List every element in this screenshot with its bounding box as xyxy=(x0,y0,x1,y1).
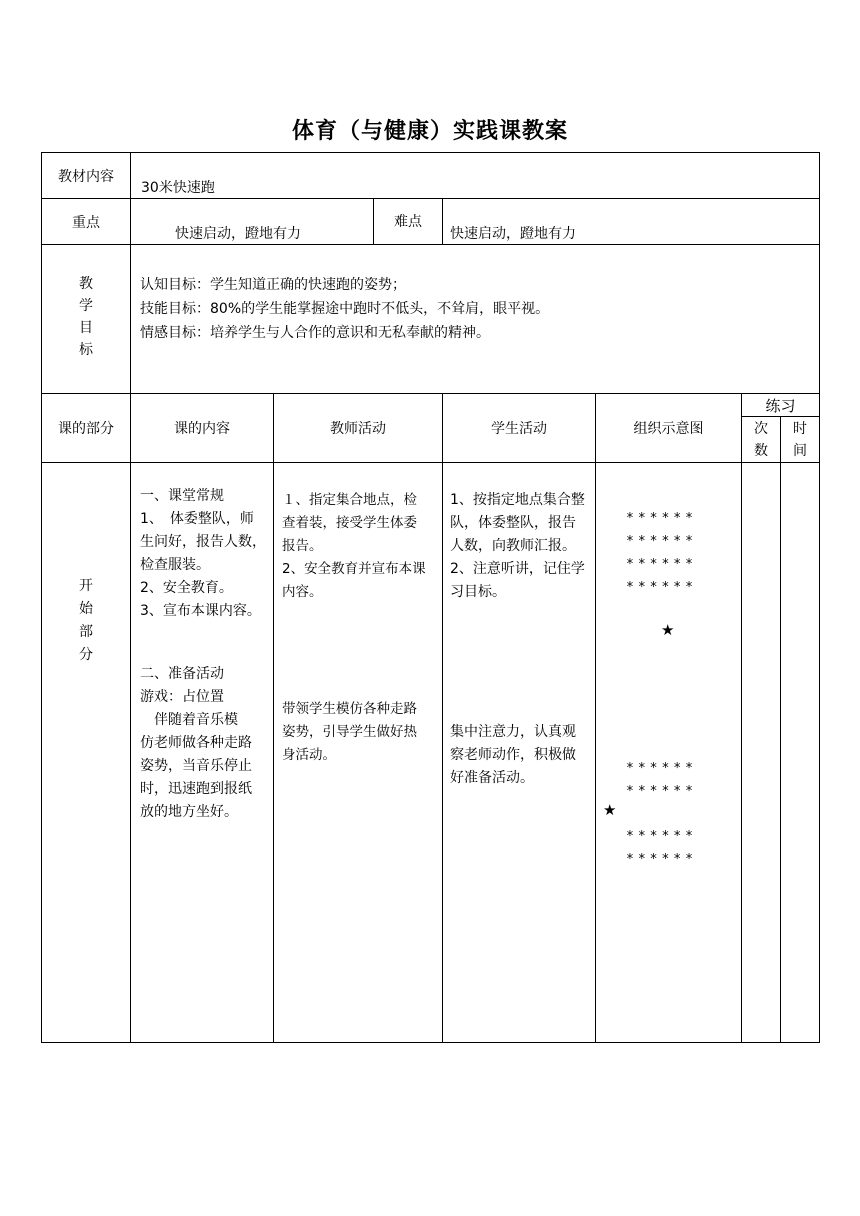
teacher-line: 报告。 xyxy=(282,538,323,554)
formation-row: ****** xyxy=(626,829,697,844)
formation-row: ****** xyxy=(626,511,697,526)
difficulty-value: 快速启动，蹬地有力 xyxy=(450,226,576,242)
header-times-cell xyxy=(742,417,781,463)
content-line: 二、准备活动 xyxy=(140,666,224,682)
formation-row: ****** xyxy=(626,534,697,549)
objective-skill: 技能目标：80%的学生能掌握途中跑时不低头，不耸肩，眼平视。 xyxy=(140,301,550,317)
section-name-cell xyxy=(42,463,131,1043)
header-practice: 练习 xyxy=(742,394,820,417)
difficulty-label: 难点 xyxy=(394,214,422,230)
student-activity-cell xyxy=(443,463,596,1043)
student-line: 集中注意力，认真观 xyxy=(450,724,576,740)
objectives-label: 教学目标 xyxy=(79,276,93,358)
practice-times-cell xyxy=(742,463,781,1043)
formation-row: ****** xyxy=(626,784,697,799)
objective-affective: 情感目标：培养学生与人合作的意识和无私奉献的精神。 xyxy=(140,325,490,341)
formation-group-3 xyxy=(626,825,697,871)
start-section-row xyxy=(42,463,820,1043)
practice-duration-cell xyxy=(781,463,820,1043)
header-duration: 时间 xyxy=(793,420,808,459)
student-line: 人数，向教师汇报。 xyxy=(450,538,576,554)
key-point-label: 重点 xyxy=(42,199,131,245)
teacher-line: 带领学生模仿各种走路 xyxy=(282,701,417,717)
formation-row: ****** xyxy=(626,557,697,572)
teacher-line: 查着装，接受学生体委 xyxy=(282,515,417,531)
header-diagram: 组织示意图 xyxy=(596,394,742,463)
content-line: 生问好，报告人数， xyxy=(140,534,266,550)
formation-diagram-cell xyxy=(596,463,742,1043)
content-line: 3、宣布本课内容。 xyxy=(140,603,261,619)
header-times: 次数 xyxy=(754,420,768,459)
teacher-star-icon: ★ xyxy=(661,621,675,639)
content-line: 一、课堂常规 xyxy=(140,488,224,504)
difficulty-label-cell xyxy=(374,199,443,245)
teacher-line: １、指定集合地点，检 xyxy=(282,492,417,508)
formation-row: ****** xyxy=(626,761,697,776)
student-line: 队，体委整队，报告 xyxy=(450,515,576,531)
key-point-row xyxy=(42,199,820,245)
objectives-label-cell xyxy=(42,245,131,394)
difficulty-cell xyxy=(443,199,820,245)
student-line: 习目标。 xyxy=(450,584,506,600)
formation-group-1 xyxy=(626,507,697,599)
teacher-line: 身活动。 xyxy=(282,747,336,763)
content-line: 检查服装。 xyxy=(140,557,210,573)
header-section: 课的部分 xyxy=(42,394,131,463)
content-line: 伴随着音乐模 xyxy=(140,712,238,728)
header-teacher: 教师活动 xyxy=(274,394,443,463)
lesson-content-cell xyxy=(131,463,274,1043)
header-content: 课的内容 xyxy=(131,394,274,463)
objectives-row xyxy=(42,245,820,394)
student-line: 好准备活动。 xyxy=(450,770,534,786)
header-student: 学生活动 xyxy=(443,394,596,463)
teacher-star-icon: ★ xyxy=(603,801,617,819)
content-line: 仿老师做各种走路 xyxy=(140,735,252,751)
teacher-line: 2、安全教育并宣布本课 xyxy=(282,561,426,577)
lesson-plan-table xyxy=(41,152,820,1043)
content-line: 1、 体委整队，师 xyxy=(140,511,254,527)
teacher-line: 内容。 xyxy=(282,584,323,600)
student-line: 1、按指定地点集合整 xyxy=(450,492,585,508)
key-point-value: 快速启动，蹬地有力 xyxy=(175,226,301,242)
objectives-cell xyxy=(131,245,820,394)
student-line: 2、注意听讲，记住学 xyxy=(450,561,585,577)
content-line: 2、安全教育。 xyxy=(140,580,233,596)
content-row xyxy=(42,153,820,199)
section-name: 开始部分 xyxy=(79,578,93,663)
content-line: 时，迅速跑到报纸 xyxy=(140,781,252,797)
teacher-line: 姿势，引导学生做好热 xyxy=(282,724,417,740)
formation-group-2 xyxy=(626,757,697,803)
content-value xyxy=(131,153,820,199)
formation-row: ****** xyxy=(626,852,697,867)
page-title: 体育（与健康）实践课教案 xyxy=(291,118,568,144)
student-line: 察老师动作，积极做 xyxy=(450,747,576,763)
content-line: 姿势，当音乐停止 xyxy=(140,758,252,774)
objective-cognitive: 认知目标：学生知道正确的快速跑的姿势； xyxy=(140,277,406,293)
content-label: 教材内容 xyxy=(42,153,131,199)
header-row xyxy=(42,394,820,417)
content-line: 游戏：占位置 xyxy=(140,689,224,705)
teacher-activity-cell xyxy=(274,463,443,1043)
content-line: 放的地方坐好。 xyxy=(140,804,238,820)
header-duration-cell xyxy=(781,417,820,463)
key-point-cell xyxy=(131,199,374,245)
formation-row: ****** xyxy=(626,580,697,595)
content-value-text: 30米快速跑 xyxy=(141,180,215,196)
